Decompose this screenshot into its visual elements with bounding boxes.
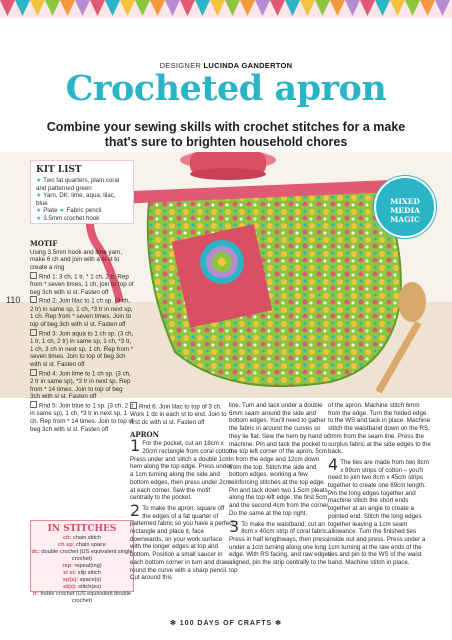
stitch-meaning: repeat(ing) — [74, 563, 102, 569]
motif-round-text: Rnd 2: Join lilac to 1 ch sp. (3 ch, 2 tr) in same sp, 1 ch, *3 tr in next sp, 1 ch. Rep from * seven times. Join to top of beg 3ch with sl st. Fasten off — [30, 297, 133, 329]
star-icon: ★ — [36, 214, 42, 222]
checkbox-icon — [30, 329, 37, 336]
stitch-meaning: chain space — [76, 542, 106, 548]
motif-round-text: Rnd 5: Join blue to 1 sp. (3 ch, 2 tr in same sp), 1 ch, *3 tr in next sp, 1 ch. Rep from * 14 times. Join to top of beg 3ch with sl st. Fasten off — [30, 402, 134, 433]
stitch-meaning: stitch(es) — [78, 584, 101, 590]
motif-round — [130, 402, 234, 427]
bunting-flag — [75, 0, 90, 16]
apron-step-1 — [130, 436, 235, 502]
bunting-flag — [390, 0, 405, 16]
stitch-abbr: sl st: — [63, 570, 78, 576]
bunting-flag — [315, 0, 330, 16]
stitch-abbr: dc: — [31, 549, 42, 555]
bunting-flag — [270, 0, 285, 16]
bunting-flag — [135, 0, 150, 16]
bunting-flag — [195, 0, 210, 16]
stitch-entry — [31, 570, 133, 577]
apron-column-3 — [328, 402, 432, 567]
stitch-entry — [31, 563, 133, 570]
step-number: 1 — [130, 436, 141, 456]
bunting-flag — [300, 0, 315, 16]
apron-step-4 — [328, 454, 432, 567]
bunting-flag — [90, 0, 105, 16]
apron-step-3-cont — [328, 402, 432, 456]
bunting-flag — [255, 0, 270, 16]
apron-step-2 — [130, 500, 234, 582]
apron-step-3 — [229, 516, 333, 575]
kit-list-title: KIT LIST — [36, 165, 82, 175]
motif-round — [30, 401, 134, 433]
kit-item — [36, 192, 128, 207]
designer-name: LUCINDA GANDERTON — [203, 61, 293, 70]
apron-step-2-cont — [229, 402, 333, 518]
footer-text: 100 DAYS OF CRAFTS — [179, 620, 273, 627]
kit-item-text: Two fat quarters, plain coral and patterned green — [36, 177, 120, 192]
stitch-meaning: space(s) — [79, 577, 102, 583]
standfirst: Combine your sewing skills with crochet stitches for a make that's sure to brighten household chores — [46, 120, 406, 149]
stitch-entry — [31, 591, 133, 605]
bunting-flag — [285, 0, 300, 16]
stitch-meaning: double crochet (US equivalent single crochet) — [41, 549, 133, 562]
stitch-meaning: chain stitch — [72, 535, 101, 541]
stitch-abbr: sp(s): — [62, 577, 80, 583]
star-icon: ★ — [36, 192, 42, 200]
kit-list-box — [30, 160, 134, 224]
motif-round-text: Rnd 3: Join aqua to 1 ch sp. (3 ch, 1 tr, 1 ch, 2 tr) in same sp, 1 ch, *3 tr, 1 ch, 3 ch in next sp, 1 ch. Rep from * seven times. Join to top of beg 3ch with sl st. Fasten off — [30, 330, 134, 369]
stitch-list — [31, 535, 133, 605]
stitch-entry — [31, 535, 133, 542]
stitch-abbr: rep: — [62, 563, 75, 569]
bunting-flag — [360, 0, 375, 16]
designer-prefix: DESIGNER — [159, 61, 202, 70]
apron-column-1 — [130, 402, 234, 582]
motif-round — [30, 272, 134, 297]
motif-heading: MOTIF — [30, 239, 58, 248]
bunting-border — [0, 0, 452, 18]
footer-title: ✻ 100 DAYS OF CRAFTS ✻ — [169, 620, 283, 627]
bunting-flag — [240, 0, 255, 16]
motif-round-text: Rnd 6: Join lilac to top of 3 ch. Work 1 dc in each st to end. Join to first dc with sl st. Fasten off — [130, 403, 227, 426]
kit-item-text: Plate — [43, 207, 58, 215]
mixed-media-badge — [374, 176, 436, 238]
bunting-flag — [420, 0, 435, 16]
checkbox-icon — [30, 296, 37, 303]
motif-round-text: Rnd 4: Join lime to 1 ch sp. (3 ch, 2 tr in same sp), *3 tr in next sp. Rep from * 14 times. Join to top of beg 3ch with sl st. Fasten off — [30, 370, 131, 401]
motif-column — [30, 240, 134, 433]
motif-intro: Using 3.5mm hook and lime yarn, make 6 ch and join with a sl st to create a ring — [30, 248, 123, 272]
bunting-flag — [225, 0, 240, 16]
bunting-flag — [60, 0, 75, 16]
kit-item — [36, 207, 128, 215]
bunting-flag — [375, 0, 390, 16]
kit-item — [36, 177, 128, 192]
stitch-abbr: tr: — [33, 591, 41, 597]
checkbox-icon — [30, 272, 37, 279]
apron-column-2 — [229, 402, 333, 574]
star-icon: ★ — [59, 207, 65, 215]
star-icon: ★ — [36, 207, 42, 215]
stitch-abbr: ch sp: — [58, 542, 77, 548]
kit-item-text: 3.5mm crochet hook — [43, 214, 100, 222]
page-title: Crocheted apron — [65, 68, 387, 109]
motif-round — [30, 369, 134, 401]
step-number: 2 — [130, 500, 141, 520]
motif-round — [30, 296, 134, 328]
stitch-abbr: st(s): — [63, 584, 79, 590]
page-number: 110 — [6, 295, 21, 305]
step-text: For the pocket, cut an 18cm x 20cm rectangle from coral cotton. Press under and stitch a double 1cm hem along the top edge. Press under a 1cm turning along the side and bottom edges, then press under 2cm at each corner. Sew the motif centrally to the pocket. — [130, 440, 235, 502]
step-text: The ties are made from two 8cm x 89cm strips of cotton – you'll need to join two 8cm x 45cm strips together to create one 89cm length. Pin the long edges together and machine stitch the short ends together at an angle to create a pointed end. Stitch the long edges together leaving a 1cm seam allowance. Turn the finished ties inside out and press. Press under a 1cm turning at the raw ends of the ties and pin to the WS of the waist band. Machine stitch in place. — [328, 458, 429, 567]
bunting-flag — [30, 0, 45, 16]
bunting-flag — [15, 0, 30, 16]
kit-item-text: Yarn, DK: lime, aqua, lilac, blue — [36, 192, 116, 207]
bunting-flags — [0, 0, 452, 18]
stitch-entry — [31, 577, 133, 584]
stitch-entry — [31, 542, 133, 549]
bunting-flag — [105, 0, 120, 16]
motif-round — [30, 329, 134, 369]
step-text: line. Turn and tack under a double 6mm seam around the side and bottom edges. You'll need to gather the fabric in around the curves so they lie flat. Sew the hem by hand or machine. Pin and tack the pocket to the top left corner of the apron, 5cm in from the edge and 12cm down from the top. Stitch the side and bottom edges, working a few reinforcing stitches at the top edge. Pin and tack down two 1.5cm pleats along the top left edge, the first 5cm and the second 4cm from the corner. Do the same at the top right. — [229, 402, 330, 517]
bunting-flag — [180, 0, 195, 16]
step-text: of the apron. Machine stitch 6mm from the edge. Turn the folded edge to the WS and tack in place. Machine stitch the waistband down on the RS, 3mm from the seam line. Press the surplus fabric at the side edges to the back. — [328, 402, 431, 456]
stitch-entry — [31, 549, 133, 563]
stitch-meaning: treble crochet (US equivalent double crochet) — [40, 591, 131, 604]
kit-item — [36, 215, 128, 223]
step-number: 3 — [229, 516, 240, 536]
checkbox-icon — [130, 402, 137, 409]
bunting-flag — [345, 0, 360, 16]
bunting-flag — [210, 0, 225, 16]
in-stitches-box — [30, 520, 134, 604]
bunting-flag — [0, 0, 15, 16]
badge-line-2: MAGIC — [389, 215, 420, 224]
in-stitches-title: IN STITCHES — [47, 524, 117, 534]
kit-item-text: Fabric pencil — [66, 207, 102, 215]
stitch-abbr: ch: — [63, 535, 73, 541]
bunting-flag — [150, 0, 165, 16]
bunting-flag — [435, 0, 450, 16]
star-icon: ★ — [36, 177, 42, 184]
checkbox-icon — [30, 401, 37, 408]
bunting-flag — [330, 0, 345, 16]
bunting-flag — [405, 0, 420, 16]
apron-heading: APRON — [130, 429, 160, 439]
badge-line-1: MIXED MEDIA — [390, 197, 420, 215]
bunting-flag — [165, 0, 180, 16]
bunting-flag — [120, 0, 135, 16]
step-text: To make the waistband, cut an 8cm x 40cm strip of coral fabric. Press in half lengthways, then press under a 1cm turning along one long edge. With RS facing, and raw edges aligned, pin the strip centrally to the top — [229, 520, 332, 574]
bunting-flag — [45, 0, 60, 16]
step-text: To make the apron, square off the edges of a fat quarter of patterned fabric so you have a perfect rectangle and place it, face downwards, on your work surface with the longer edges at top and bottom. Position a small saucer in each bottom corner in turn and draw round the curve with a sharp pencil. Cut around this — [130, 504, 234, 582]
checkbox-icon — [30, 369, 37, 376]
stitch-meaning: slip stitch — [77, 570, 101, 576]
step-number: 4 — [328, 454, 339, 474]
motif-round-text: Rnd 1: 3 ch, 1 tr, * 1 ch, 2 tr. Rep from * seven times, 1 ch, join to top of beg 3ch with sl st. Fasten off — [30, 273, 134, 296]
stitch-entry — [31, 584, 133, 591]
